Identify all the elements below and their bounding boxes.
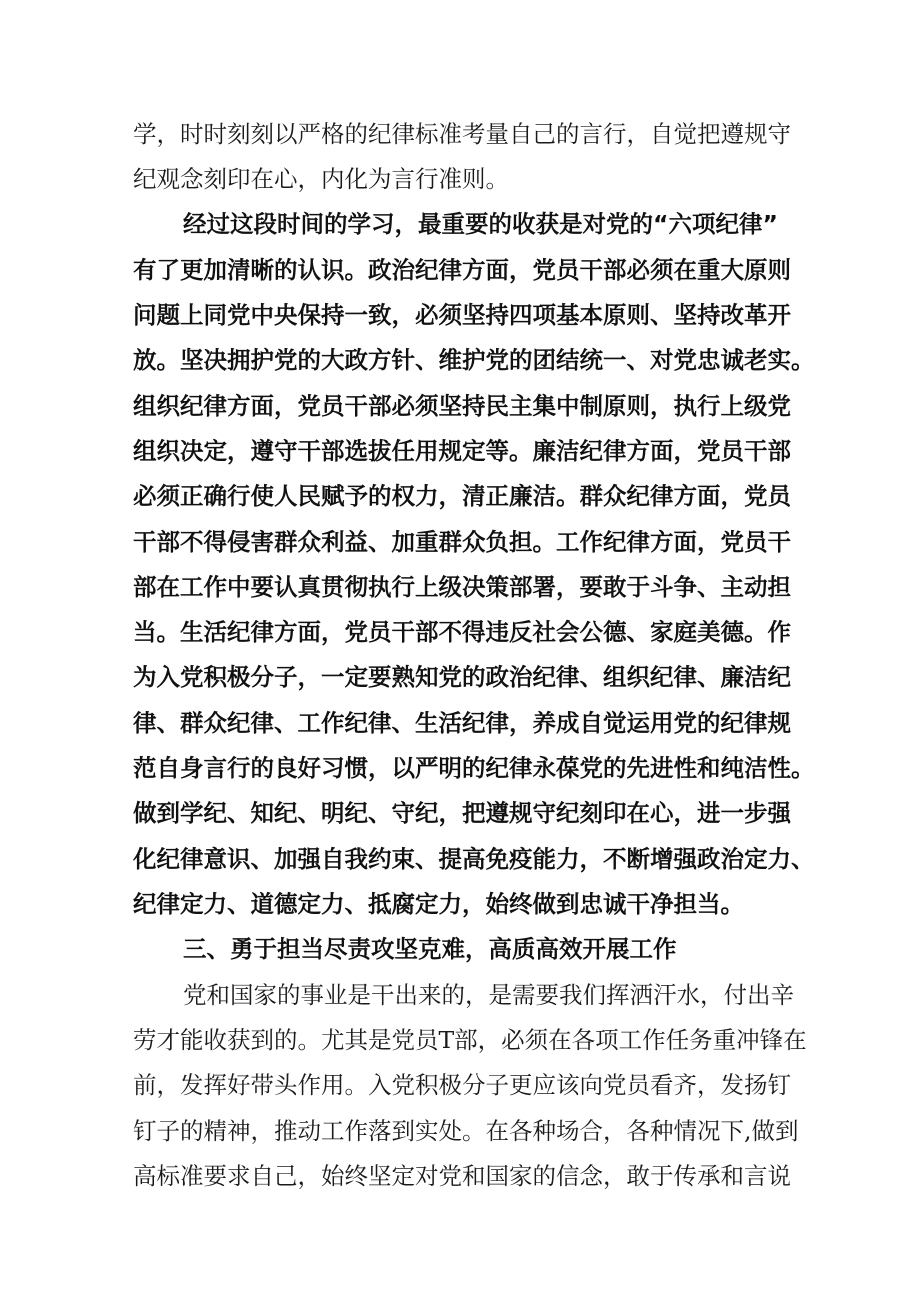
text-line: 当。生活纪律方面，党员干部不得违反社会公德、家庭美德。作 [133, 618, 791, 646]
text-line: 范自身言行的良好习惯，以严明的纪律永葆党的先进性和纯洁性。 [133, 754, 815, 782]
text-line: 化纪律意识、加强自我约束、提高免疫能力，不断增强政治定力、 [133, 845, 815, 873]
text-line: 律、群众纪律、工作纪律、生活纪律，养成自觉运用党的纪律规 [133, 709, 791, 737]
text-line: 纪观念刻印在心，内化为言行准则。 [133, 165, 509, 193]
text-line: 有了更加清晰的认识。政治纪律方面，党员干部必须在重大原则 [133, 256, 791, 284]
text-line: 问题上同党中央保持一致，必须坚持四项基本原则、坚持改革开 [133, 301, 791, 329]
text-line: 做到学纪、知纪、明纪、守纪，把遵规守纪刻印在心，进一步强 [133, 799, 791, 827]
text-line: 放。坚决拥护党的大政方针、维护党的团结统一、对党忠诚老实。 [133, 346, 815, 374]
text-line: 组织决定，遵守干部选拔任用规定等。廉洁纪律方面，党员干部 [133, 437, 791, 465]
text-line: 学，时时刻刻以严格的纪律标准考量自己的言行，自觉把遵规守 [133, 120, 791, 148]
text-line: 纪律定力、道德定力、抵腐定力，始终做到忠诚干净担当。 [133, 890, 744, 918]
text-line: 经过这段时间的学习，最重要的收获是对党的“六项纪律” [183, 210, 778, 238]
text-line: 部在工作中要认真贯彻执行上级决策部署，要敢于斗争、主动担 [133, 573, 791, 601]
text-line: 组织纪律方面，党员干部必须坚持民主集中制原则，执行上级党 [133, 392, 791, 420]
text-line: 高标准要求自己，始终坚定对党和国家的信念，敢于传承和言说 [133, 1162, 791, 1190]
text-line: 干部不得侵害群众利益、加重群众负担。工作纪律方面，党员干 [133, 528, 791, 556]
text-line: 前，发挥好带头作用。入党积极分子更应该向党员看齐，发扬钉 [133, 1071, 791, 1099]
section-heading: 三、勇于担当尽责攻坚克难，高质高效开展工作 [183, 935, 677, 963]
text-line: 劳才能收获到的。尤其是党员T部，必须在各项工作任务重冲锋在 [133, 1026, 807, 1054]
text-line: 必须正确行使人民赋予的权力，清正廉洁。群众纪律方面，党员 [133, 482, 791, 510]
text-line: 为入党积极分子，一定要熟知党的政治纪律、组织纪律、廉洁纪 [133, 663, 791, 691]
text-line: 党和国家的事业是干出来的，是需要我们挥洒汗水，付出辛 [183, 981, 794, 1009]
text-line: 钉子的精神，推动工作落到实处。在各种场合，各种情况下,做到 [133, 1117, 799, 1145]
